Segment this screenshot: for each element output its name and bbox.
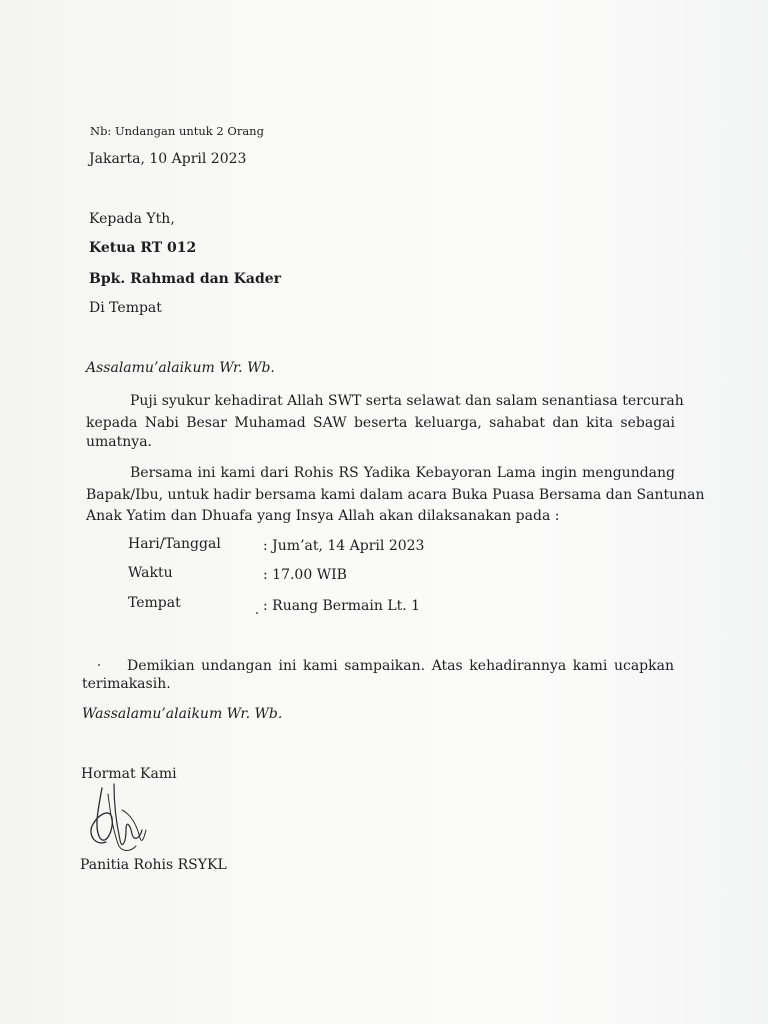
note-text: Nb: Undangan untuk 2 Orang [90,124,264,138]
closing-greeting: Wassalamu’alaikum Wr. Wb. [82,706,283,722]
recipient-title: Ketua RT 012 [89,240,197,256]
paragraph1-line2: kepada Nabi Besar Muhamad SAW beserta keluarga, sahabat dan kita sebagai [86,415,675,431]
paragraph3-line2: terimakasih. [82,676,171,692]
detail-label-date: Hari/Tanggal [128,536,221,552]
recipient-salutation: Kepada Yth, [89,211,175,227]
paragraph1-line3: umatnya. [86,434,152,450]
paragraph2-line3: Anak Yatim dan Dhuafa yang Insya Allah akan dilaksanakan pada : [86,508,560,524]
paragraph3-line1: Demikian undangan ini kami sampaikan. Atas kehadirannya kami ucapkan [127,658,674,674]
detail-value-time: : 17.00 WIB [263,567,347,583]
opening-greeting: Assalamu’alaikum Wr. Wb. [86,360,275,376]
paragraph2-line1: Bersama ini kami dari Rohis RS Yadika Kebayoran Lama ingin mengundang [130,465,675,481]
detail-label-place: Tempat [128,595,181,611]
recipient-place: Di Tempat [89,300,162,316]
place-date: Jakarta, 10 April 2023 [89,151,247,167]
paragraph2-line2: Bapak/Ibu, untuk hadir bersama kami dalam acara Buka Puasa Bersama dan Santunan [86,487,705,503]
recipient-name: Bpk. Rahmad dan Kader [89,271,282,287]
detail-value-date: : Jum’at, 14 April 2023 [263,538,425,554]
handwritten-signature [84,780,164,860]
scan-speck [256,612,258,614]
sender-name: Panitia Rohis RSYKL [80,857,227,873]
scan-speck [98,664,100,666]
detail-value-place: : Ruang Bermain Lt. 1 [263,598,421,614]
detail-label-time: Waktu [128,565,173,581]
paragraph1-line1: Puji syukur kehadirat Allah SWT serta selawat dan salam senantiasa tercurah [130,393,684,409]
regards-text: Hormat Kami [81,766,177,782]
